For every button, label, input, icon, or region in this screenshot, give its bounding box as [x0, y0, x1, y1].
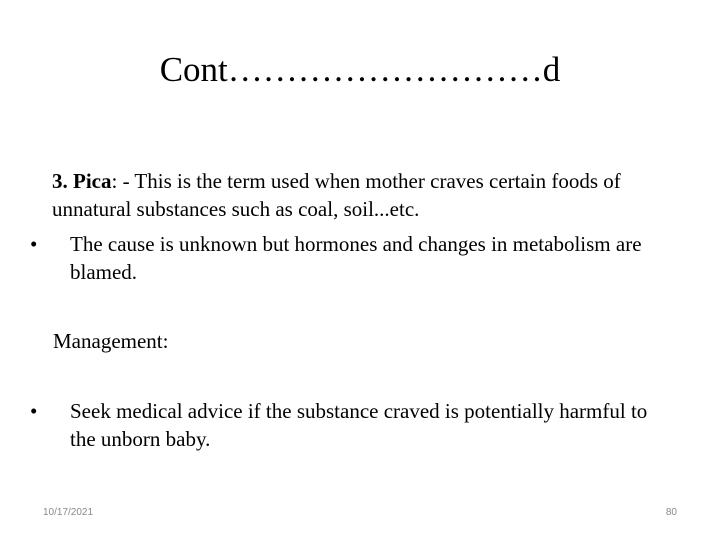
bullet-text: The cause is unknown but hormones and changes in metabolism are blamed. — [70, 232, 642, 284]
pica-definition: : - This is the term used when mother craves certain foods of unnatural substances such as coal, soil...etc. — [52, 169, 621, 221]
slide-title: Cont………………………d — [159, 50, 561, 89]
pica-paragraph — [52, 167, 692, 223]
footer-date: 10/17/2021 — [43, 507, 94, 518]
footer-page-number: 80 — [665, 507, 677, 518]
bullet-icon: • — [30, 399, 38, 423]
pica-number: 3. — [52, 169, 68, 193]
bullet-item — [30, 397, 670, 453]
bullet-item — [30, 230, 670, 286]
bullet-icon: • — [30, 232, 38, 256]
bullet-text: Seek medical advice if the substance craved is potentially harmful to the unborn baby. — [70, 399, 648, 451]
management-heading: Management: — [53, 329, 169, 353]
pica-term: Pica — [73, 169, 112, 193]
